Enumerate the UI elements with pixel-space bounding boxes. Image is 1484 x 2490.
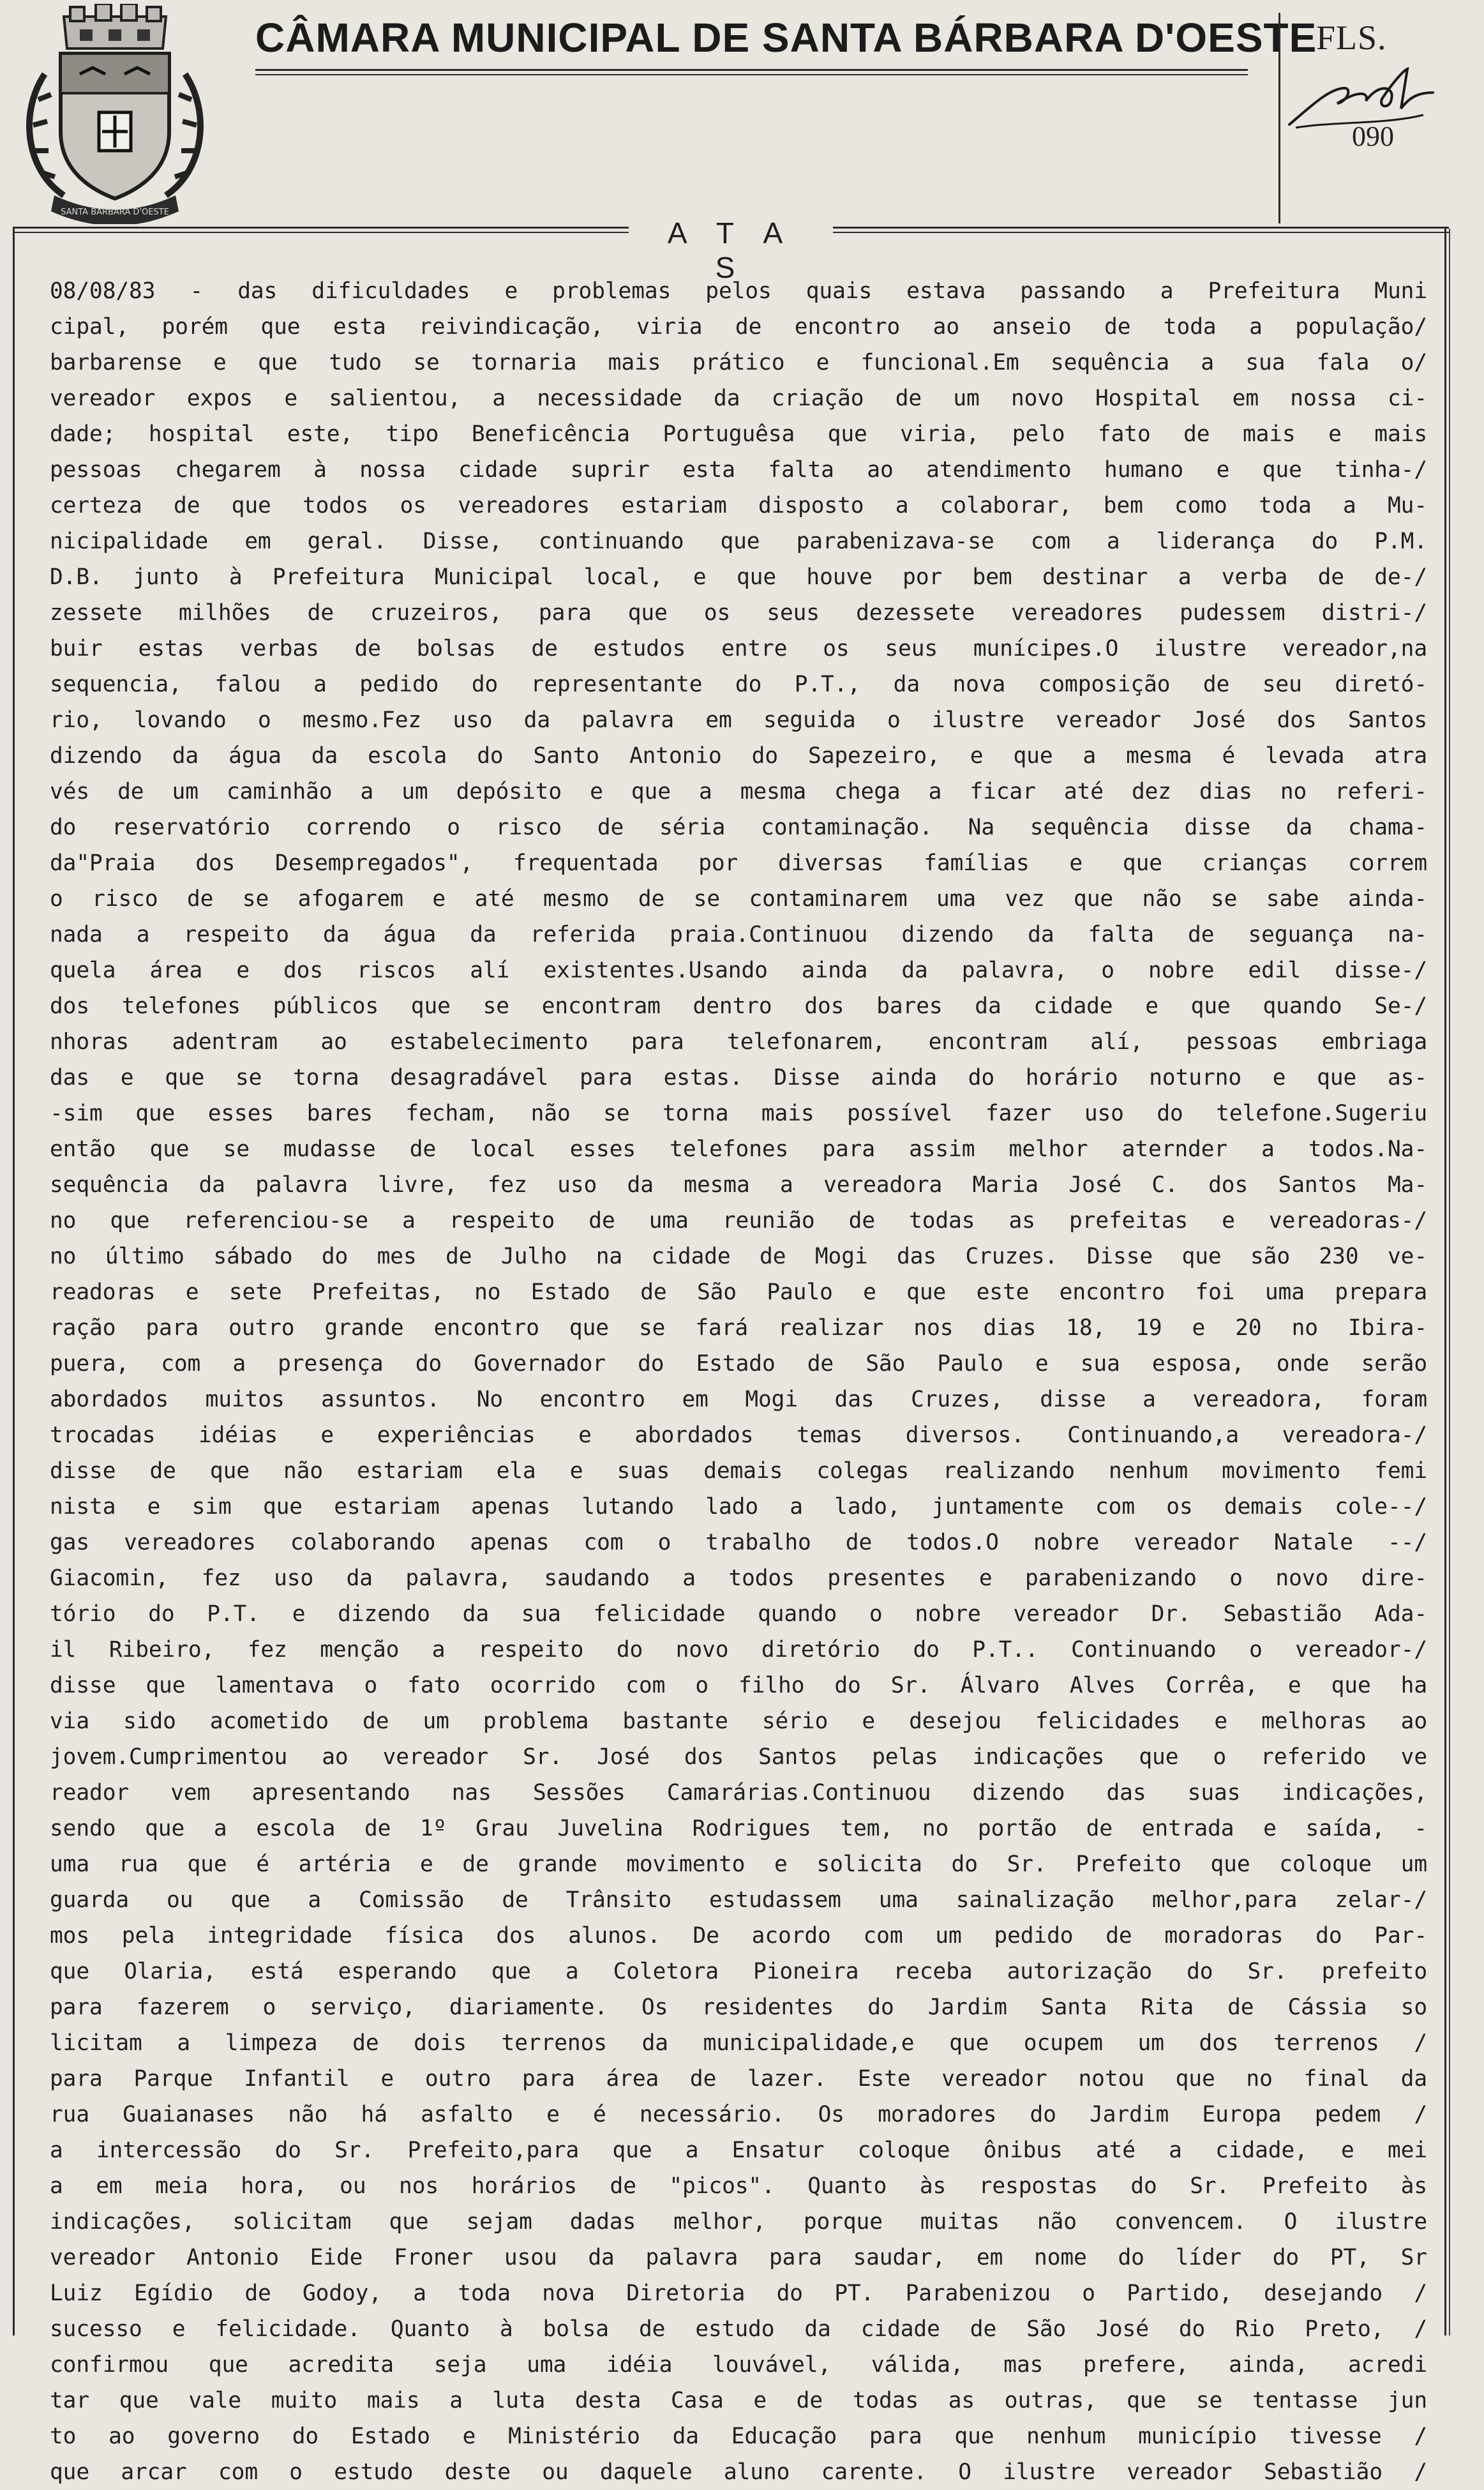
minutes-line: para Parque Infantil e outro para área de lazer. Este vereador notou que no final da: [50, 2066, 1427, 2092]
minutes-line: sequência da palavra livre, fez uso da mesma a vereadora Maria José C. dos Santos Ma-: [50, 1172, 1427, 1198]
minutes-line: 08/08/83 - das dificuldades e problemas pelos quais estava passando a Prefeitura Muni: [50, 278, 1427, 304]
minutes-line: Luiz Egídio de Godoy, a toda nova Diretoria do PT. Parabenizou o Partido, desejando /: [50, 2281, 1427, 2306]
folio-divider: [1278, 13, 1280, 223]
minutes-line: dade; hospital este, tipo Beneficência Portuguêsa que viria, pelo fato de mais e mais: [50, 421, 1427, 447]
minutes-line: quela área e dos riscos alí existentes.Usando ainda da palavra, o nobre edil disse-/: [50, 958, 1427, 983]
minutes-line: sucesso e felicidade. Quanto à bolsa de estudo da cidade de São José do Rio Preto, /: [50, 2316, 1427, 2342]
minutes-line: guarda ou que a Comissão de Trânsito estudassem uma sainalização melhor,para zelar-/: [50, 1887, 1427, 1913]
minutes-text: [50, 273, 1427, 2485]
minutes-line: ração para outro grande encontro que se fará realizar nos dias 18, 19 e 20 no Ibira-: [50, 1315, 1427, 1341]
minutes-line: trocadas idéias e experiências e abordados temas diversos. Continuando,a vereadora-/: [50, 1422, 1427, 1448]
minutes-line: vés de um caminhão a um depósito e que a mesma chega a ficar até dez dias no referi-: [50, 779, 1427, 804]
minutes-line: a intercessão do Sr. Prefeito,para que a Ensatur coloque ônibus até a cidade, e mei: [50, 2138, 1427, 2163]
document-header: [0, 0, 1484, 230]
minutes-line: vereador Antonio Eide Froner usou da palavra para saudar, em nome do líder do PT, Sr: [50, 2245, 1427, 2270]
minutes-line: tório do P.T. e dizendo da sua felicidade quando o nobre vereador Dr. Sebastião Ada-: [50, 1601, 1427, 1627]
minutes-line: jovem.Cumprimentou ao vereador Sr. José dos Santos pelas indicações que o referido ve: [50, 1744, 1427, 1770]
minutes-line: reador vem apresentando nas Sessões Camarárias.Continuou dizendo das suas indicações,: [50, 1780, 1427, 1806]
minutes-line: nicipalidade em geral. Disse, continuando que parabenizava-se com a liderança do P.M.: [50, 529, 1427, 554]
chamber-title: CÂMARA MUNICIPAL DE SANTA BÁRBARA D'OESTE: [255, 15, 1317, 61]
minutes-line: rio, lovando o mesmo.Fez uso da palavra em seguida o ilustre vereador José dos Santos: [50, 707, 1427, 733]
minutes-line: do reservatório correndo o risco de séria contaminação. Na sequência disse da chama-: [50, 815, 1427, 840]
minutes-line: zessete milhões de cruzeiros, para que os seus dezessete vereadores pudessem distri-/: [50, 600, 1427, 626]
minutes-line: das e que se torna desagradável para estas. Disse ainda do horário noturno e que as-: [50, 1065, 1427, 1090]
minutes-line: no último sábado do mes de Julho na cidade de Mogi das Cruzes. Disse que são 230 ve-: [50, 1244, 1427, 1269]
minutes-line: puera, com a presença do Governador do Estado de São Paulo e sua esposa, onde serão: [50, 1351, 1427, 1377]
folio-label: FLS.: [1316, 19, 1387, 57]
minutes-line: no que referenciou-se a respeito de uma reunião de todas as prefeitas e vereadoras-/: [50, 1208, 1427, 1234]
minutes-line: que arcar com o estudo deste ou daquele aluno carente. O ilustre vereador Sebastião /: [50, 2459, 1427, 2485]
minutes-line: nhoras adentram ao estabelecimento para telefonarem, encontram alí, pessoas embriaga: [50, 1029, 1427, 1055]
page-number: 090: [1352, 121, 1394, 152]
minutes-line: readoras e sete Prefeitas, no Estado de São Paulo e que este encontro foi uma prepara: [50, 1279, 1427, 1305]
minutes-line: barbarense e que tudo se tornaria mais prático e funcional.Em sequência a sua fala o/: [50, 350, 1427, 375]
minutes-line: disse que lamentava o fato ocorrido com o filho do Sr. Álvaro Alves Corrêa, e que ha: [50, 1673, 1427, 1698]
minutes-line: via sido acometido de um problema bastante sério e desejou felicidades e melhoras ao: [50, 1709, 1427, 1734]
minutes-line: certeza de que todos os vereadores estariam disposto a colaborar, bem como toda a Mu-: [50, 493, 1427, 518]
minutes-line: mos pela integridade física dos alunos. De acordo com um pedido de moradoras do Par-: [50, 1923, 1427, 1949]
minutes-line: indicações, solicitam que sejam dadas melhor, porque muitas não convencem. O ilustre: [50, 2209, 1427, 2235]
title-underline: [255, 69, 1248, 71]
minutes-line: buir estas verbas de bolsas de estudos entre os seus munícipes.O ilustre vereador,na: [50, 636, 1427, 661]
minutes-line: gas vereadores colaborando apenas com o trabalho de todos.O nobre vereador Natale --/: [50, 1530, 1427, 1555]
minutes-line: o risco de se afogarem e até mesmo de se contaminarem uma vez que não se sabe ainda-: [50, 886, 1427, 912]
minutes-line: nista e sim que estariam apenas lutando lado a lado, juntamente com os demais cole--/: [50, 1494, 1427, 1520]
minutes-line: rua Guaianases não há asfalto e é necessário. Os moradores do Jardim Europa pedem /: [50, 2102, 1427, 2127]
minutes-line: nada a respeito da água da referida praia.Continuou dizendo da falta de seguança na-: [50, 922, 1427, 947]
minutes-line: pessoas chegarem à nossa cidade suprir esta falta ao atendimento humano e que tinha-/: [50, 457, 1427, 483]
minutes-line: confirmou que acredita seja uma idéia louvável, válida, mas prefere, ainda, acredi: [50, 2352, 1427, 2378]
minutes-line: D.B. junto à Prefeitura Municipal local, e que houve por bem destinar a verba de de-/: [50, 564, 1427, 590]
minutes-line: a em meia hora, ou nos horários de "picos". Quanto às respostas do Sr. Prefeito às: [50, 2173, 1427, 2199]
minutes-line: abordados muitos assuntos. No encontro em Mogi das Cruzes, disse a vereadora, foram: [50, 1387, 1427, 1412]
minutes-line: Giacomin, fez uso da palavra, saudando a todos presentes e parabenizando o novo dire-: [50, 1566, 1427, 1591]
minutes-line: para fazerem o serviço, diariamente. Os residentes do Jardim Santa Rita de Cássia so: [50, 1995, 1427, 2020]
minutes-line: -sim que esses bares fecham, não se torna mais possível fazer uso do telefone.Sugeriu: [50, 1101, 1427, 1126]
section-title: A T A S: [667, 216, 795, 284]
minutes-line: cipal, porém que esta reivindicação, viria de encontro ao anseio de toda a população/: [50, 314, 1427, 340]
minutes-line: disse de que não estariam ela e suas demais colegas realizando nenhum movimento femi: [50, 1458, 1427, 1484]
title-underline-secondary: [255, 74, 1248, 75]
minutes-line: que Olaria, está esperando que a Coletora Pioneira receba autorização do Sr. prefeito: [50, 1959, 1427, 1984]
minutes-line: tar que vale muito mais a luta desta Casa e de todas as outras, que se tentasse jun: [50, 2388, 1427, 2413]
minutes-line: sendo que a escola de 1º Grau Juvelina Rodrigues tem, no portão de entrada e saída, -: [50, 1816, 1427, 1841]
minutes-line: dos telefones públicos que se encontram dentro dos bares da cidade e que quando Se-/: [50, 993, 1427, 1019]
minutes-line: licitam a limpeza de dois terrenos da municipalidade,e que ocupem um dos terrenos /: [50, 2030, 1427, 2056]
minutes-line: il Ribeiro, fez menção a respeito do novo diretório do P.T.. Continuando o vereador-/: [50, 1637, 1427, 1663]
page-frame-inner-rule: [1449, 229, 1450, 2335]
minutes-line: então que se mudasse de local esses telefones para assim melhor aternder a todos.Na-: [50, 1136, 1427, 1162]
minutes-line: vereador expos e salientou, a necessidade da criação de um novo Hospital em nossa ci-: [50, 386, 1427, 411]
svg-text:SANTA BARBARA D'OESTE: SANTA BARBARA D'OESTE: [61, 207, 169, 217]
minutes-line: uma rua que é artéria e de grande movimento e solicita do Sr. Prefeito que coloque um: [50, 1852, 1427, 1877]
minutes-line: dizendo da água da escola do Santo Antonio do Sapezeiro, e que a mesma é levada atra: [50, 743, 1427, 769]
minutes-line: sequencia, falou a pedido do representante do P.T., da nova composição de seu diretó-: [50, 672, 1427, 697]
municipal-coat-of-arms-icon: [19, 4, 211, 224]
minutes-line: da"Praia dos Desempregados", frequentada por diversas famílias e que crianças correm: [50, 850, 1427, 876]
minutes-line: to ao governo do Estado e Ministério da Educação para que nenhum município tivesse /: [50, 2424, 1427, 2449]
